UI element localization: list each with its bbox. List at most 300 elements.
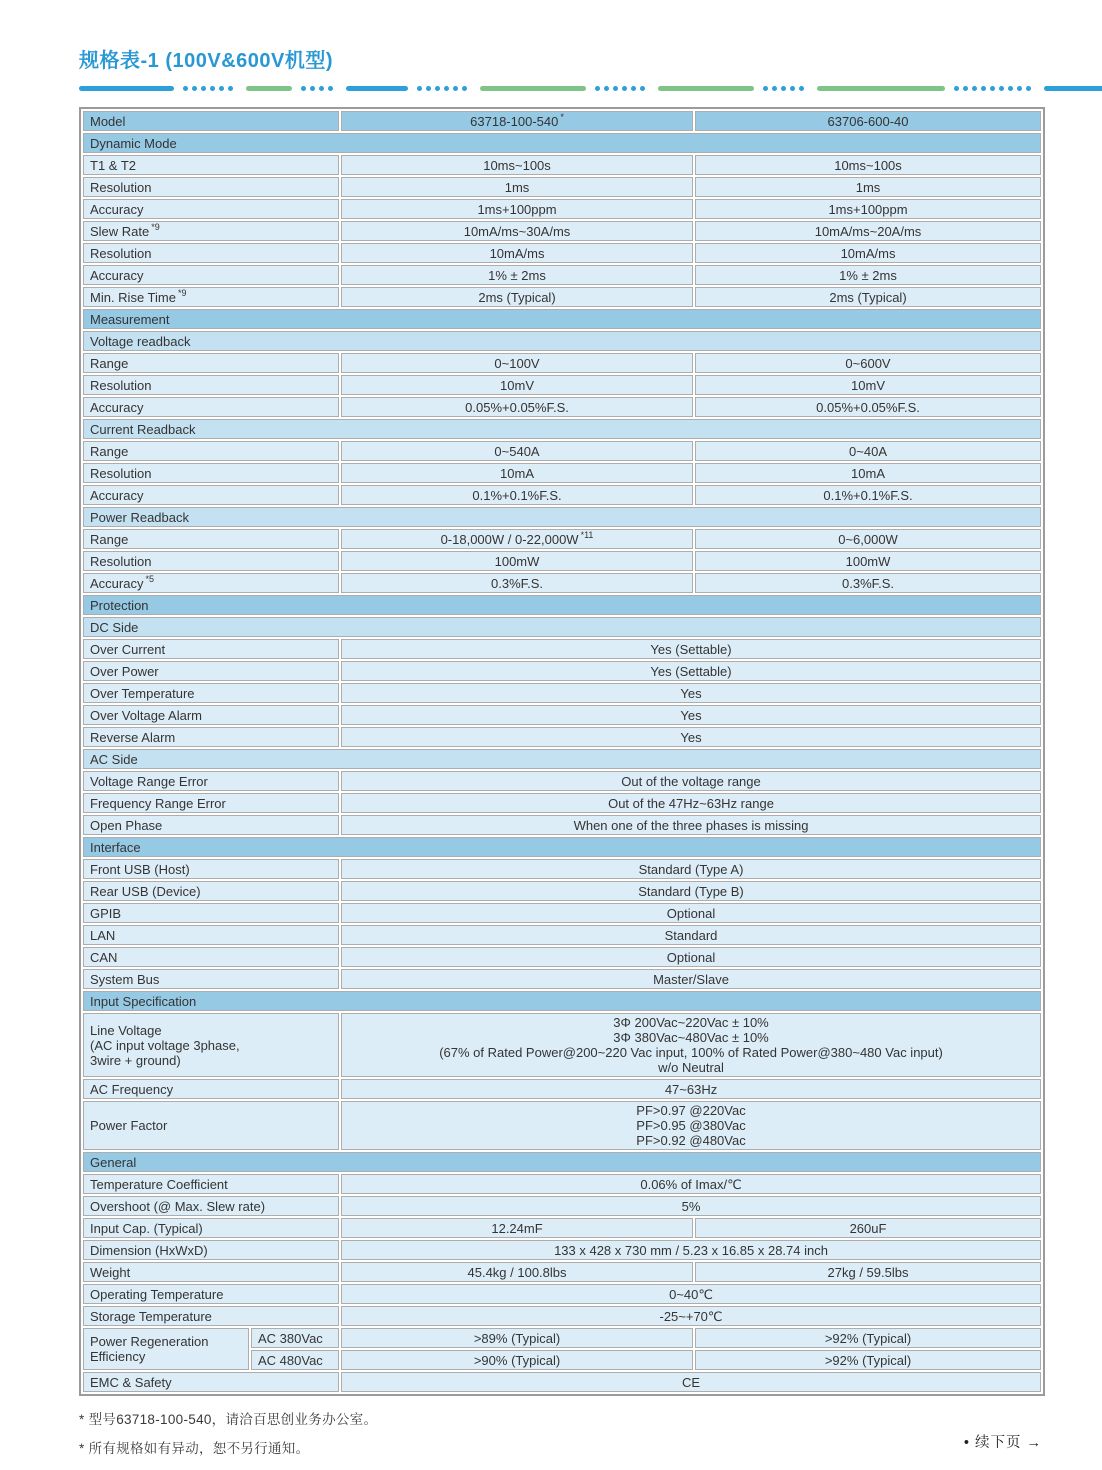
value-text: 0.3%F.S. [491,575,544,591]
value-line: (67% of Rated Power@200~220 Vac input, 100% of Rated Power@380~480 Vac input) [439,1045,943,1060]
table-row [83,859,1041,879]
value-model-1 [341,177,693,197]
footnote-2: * 所有规格如有异动，恕不另行通知。 [79,1441,310,1456]
value-text: 100mW [494,553,540,569]
table-row [83,837,1041,857]
table-row [83,177,1041,197]
divider-dash [817,86,945,91]
divider-dots [417,86,471,91]
value-shared [341,1284,1041,1304]
value-model-1 [341,287,693,307]
divider-dot [444,86,449,91]
row-label-line: Line Voltage [90,1022,162,1038]
subsection-label: DC Side [90,619,139,635]
row-label-text: Resolution [90,179,152,195]
row-label-text: Weight [90,1264,131,1280]
table-row [83,199,1041,219]
row-label [83,815,339,835]
value-text: Yes [680,729,702,745]
value-model-2 [695,441,1041,461]
footnote-mark: *9 [151,222,160,233]
value-text: 1ms [855,179,881,195]
value-model-2 [695,1262,1041,1282]
row-label-text: Operating Temperature [90,1286,224,1302]
value-text: 10mV [851,377,885,393]
row-label [83,793,339,813]
row-label [83,639,339,659]
row-label-text: Rear USB (Device) [90,883,201,899]
decorative-divider [79,85,1047,91]
value-model-2 [695,1350,1041,1370]
divider-dot [301,86,306,91]
value-text: 10ms~100s [834,157,902,173]
value-model-2 [695,529,1041,549]
spec-table [79,107,1045,1396]
divider-dash [346,86,408,91]
value-text: 0~40℃ [669,1286,713,1302]
table-row [83,639,1041,659]
value-text: 2ms (Typical) [478,289,556,305]
value-text: 10mA/ms~20A/ms [814,223,922,239]
row-label [83,177,339,197]
value-text: 10mV [500,377,534,393]
row-label [83,397,339,417]
table-header-row [83,111,1041,131]
row-label [83,859,339,879]
row-label [83,287,339,307]
value-shared [341,661,1041,681]
divider-dot [417,86,422,91]
row-label-line: 3wire + ground) [90,1052,181,1068]
value-text: 1% ± 2ms [839,267,897,283]
table-row [83,771,1041,791]
value-text: Yes [680,707,702,723]
table-row [83,353,1041,373]
row-label [83,947,339,967]
footnote-1: * 型号63718-100-540，请洽百思创业务办公室。 [79,1412,378,1427]
value-model-2 [695,397,1041,417]
value-text: Standard (Type A) [638,861,744,877]
value-shared [341,1174,1041,1194]
table-row [83,683,1041,703]
value-model-1 [341,155,693,175]
subsection-header [83,507,1041,527]
divider-dot [453,86,458,91]
row-label-text: Resolution [90,465,152,481]
value-text: 0.06% of Imax/℃ [640,1176,742,1192]
table-row [83,463,1041,483]
subsection-label: Current Readback [90,421,196,437]
table-row [83,595,1041,615]
divider-dots [183,86,237,91]
divider-dot [1017,86,1022,91]
footnote-mark: *9 [177,288,187,299]
table-row [83,815,1041,835]
value-line: PF>0.97 @220Vac [636,1103,746,1118]
value-model-1 [341,265,693,285]
value-text: 10mA [851,465,885,481]
table-row [83,287,1041,307]
sub-row-label [251,1350,339,1370]
row-label [83,771,339,791]
table-row [83,1306,1041,1326]
divider-dot [954,86,959,91]
row-label-text: Over Current [90,641,166,657]
value-text: Out of the voltage range [621,773,761,789]
divider-dots [301,86,337,91]
section-label: General [90,1154,137,1170]
row-label [83,1101,339,1150]
table-row [83,485,1041,505]
value-text: Optional [666,905,716,921]
value-text: Yes (Settable) [650,641,732,657]
value-text: 0.1%+0.1%F.S. [472,487,562,503]
row-label-text: Accuracy [90,201,144,217]
value-shared [341,881,1041,901]
value-text: 260uF [849,1220,887,1236]
value-text: 27kg / 59.5lbs [827,1264,909,1280]
row-label-text: Over Temperature [90,685,195,701]
value-text: 10mA/ms [840,245,896,261]
value-shared [341,683,1041,703]
divider-dot [228,86,233,91]
table-row [83,617,1041,637]
section-header [83,595,1041,615]
row-label [83,1372,339,1392]
value-text: Yes [680,685,702,701]
row-label-text: Accuracy [90,487,144,503]
divider-dots [954,86,1035,91]
value-text: >89% (Typical) [473,1330,561,1346]
divider-dot [790,86,795,91]
row-label-text: Accuracy [90,399,144,415]
value-text: >92% (Typical) [824,1352,912,1368]
table-row [83,881,1041,901]
value-text: 0~100V [494,355,540,371]
row-label-text: Resolution [90,245,152,261]
value-shared [341,1013,1041,1077]
value-model-2 [695,265,1041,285]
value-shared [341,1196,1041,1216]
table-row [83,419,1041,439]
value-model-1 [341,243,693,263]
table-row [83,1262,1041,1282]
value-text: Master/Slave [653,971,729,987]
table-row [83,1240,1041,1260]
value-shared [341,639,1041,659]
value-model-2 [695,221,1041,241]
value-model-1 [341,529,693,549]
row-label [83,1262,339,1282]
value-line: w/o Neutral [658,1060,724,1075]
divider-dot [1008,86,1013,91]
row-label [83,1079,339,1099]
divider-dot [426,86,431,91]
content-area [79,44,1047,1466]
row-label-text: Resolution [90,377,152,393]
model-number-1 [341,111,693,131]
divider-dot [183,86,188,91]
value-shared [341,1079,1041,1099]
value-text: 0~600V [845,355,891,371]
table-row [83,903,1041,923]
row-label [83,1328,249,1370]
table-row [83,1152,1041,1172]
table-row [83,397,1041,417]
value-model-1 [341,1218,693,1238]
row-label-text: Accuracy [90,267,144,283]
row-label-text: Range [90,355,129,371]
row-label-text: Dimension (HxWxD) [90,1242,208,1258]
table-row [83,441,1041,461]
divider-dash [480,86,586,91]
row-label [83,441,339,461]
row-label-text: Open Phase [90,817,163,833]
divider-dot [640,86,645,91]
divider-dot [613,86,618,91]
section-header [83,991,1041,1011]
value-shared [341,947,1041,967]
row-label-text: Slew Rate [90,223,150,239]
table-row [83,727,1041,747]
row-label [83,1306,339,1326]
row-label-text: Voltage Range Error [90,773,208,789]
table-row [83,243,1041,263]
table-row [83,551,1041,571]
table-row [83,1328,1041,1348]
divider-dots [595,86,649,91]
value-text: 10mA/ms~30A/ms [463,223,571,239]
value-model-2 [695,353,1041,373]
value-text: 0.1%+0.1%F.S. [823,487,913,503]
value-text: 45.4kg / 100.8lbs [467,1264,567,1280]
divider-dot [799,86,804,91]
value-model-1 [341,441,693,461]
value-text: 1ms+100ppm [828,201,908,217]
sub-label-text: AC 480Vac [258,1352,323,1368]
value-shared [341,771,1041,791]
subsection-header [83,749,1041,769]
value-model-2 [695,573,1041,593]
value-model-1 [341,221,693,241]
row-label-text: Range [90,443,129,459]
row-label-text: Over Voltage Alarm [90,707,202,723]
row-label-text: Frequency Range Error [90,795,226,811]
divider-dot [990,86,995,91]
row-label [83,485,339,505]
value-text: 1ms [504,179,530,195]
value-model-2 [695,155,1041,175]
value-model-2 [695,199,1041,219]
section-label: Interface [90,839,141,855]
row-label-text: EMC & Safety [90,1374,172,1390]
value-model-2 [695,243,1041,263]
divider-dot [604,86,609,91]
row-label-text: Reverse Alarm [90,729,176,745]
value-shared [341,1306,1041,1326]
model-header-label: Model [83,111,339,131]
row-label-text: Power Regeneration Efficiency [90,1334,209,1364]
divider-dash [79,86,174,91]
value-text: 47~63Hz [664,1081,718,1097]
value-model-1 [341,375,693,395]
value-model-2 [695,485,1041,505]
row-label-text: Resolution [90,553,152,569]
value-shared [341,903,1041,923]
row-label [83,243,339,263]
row-label [83,1284,339,1304]
table-row [83,1101,1041,1150]
row-label [83,375,339,395]
row-label-text: Over Power [90,663,159,679]
row-label [83,1240,339,1260]
divider-dot [435,86,440,91]
row-label [83,199,339,219]
subsection-label: Voltage readback [90,333,191,349]
row-label-text: Accuracy [90,575,144,591]
value-shared [341,969,1041,989]
row-label [83,353,339,373]
table-row [83,1196,1041,1216]
value-model-2 [695,551,1041,571]
table-row [83,309,1041,329]
value-shared [341,1372,1041,1392]
section-header [83,837,1041,857]
row-label [83,1013,339,1077]
table-row [83,507,1041,527]
table-row [83,925,1041,945]
divider-dot [192,86,197,91]
value-text: 0.3%F.S. [842,575,895,591]
value-text: Optional [666,949,716,965]
value-text: 100mW [845,553,891,569]
row-label [83,529,339,549]
subsection-header [83,419,1041,439]
section-header [83,1152,1041,1172]
divider-dot [772,86,777,91]
subsection-header [83,617,1041,637]
value-text: 133 x 428 x 730 mm / 5.23 x 16.85 x 28.74 inch [554,1242,828,1258]
value-text: 0~40A [849,443,887,459]
divider-dot [219,86,224,91]
value-model-2 [695,1328,1041,1348]
divider-dash [658,86,754,91]
arrow-right-icon: → [1026,1435,1042,1451]
value-text: 0.05%+0.05%F.S. [465,399,569,415]
row-label-text: Temperature Coefficient [90,1176,228,1192]
row-label [83,903,339,923]
row-label-text: Storage Temperature [90,1308,212,1324]
value-model-1 [341,1350,693,1370]
divider-dot [999,86,1004,91]
model-footnote-mark: * [560,112,564,123]
subsection-header [83,331,1041,351]
table-row [83,1174,1041,1194]
divider-dot [963,86,968,91]
row-label [83,969,339,989]
value-text: 1% ± 2ms [488,267,546,283]
table-row [83,1284,1041,1304]
divider-dot [319,86,324,91]
row-label [83,661,339,681]
value-model-2 [695,287,1041,307]
value-model-1 [341,1262,693,1282]
row-label [83,925,339,945]
row-label [83,573,339,593]
table-row [83,947,1041,967]
row-label [83,463,339,483]
value-shared [341,705,1041,725]
value-text: 10ms~100s [483,157,551,173]
value-model-1 [341,1328,693,1348]
value-text: >90% (Typical) [473,1352,561,1368]
divider-dot [210,86,215,91]
value-text: 1ms+100ppm [477,201,557,217]
value-text: 0.05%+0.05%F.S. [816,399,920,415]
value-model-1 [341,353,693,373]
divider-dot [1026,86,1031,91]
table-row [83,529,1041,549]
table-row [83,155,1041,175]
section-header [83,309,1041,329]
section-label: Protection [90,597,149,613]
divider-dash [246,86,292,91]
value-shared [341,727,1041,747]
value-text: Out of the 47Hz~63Hz range [608,795,774,811]
divider-dot [781,86,786,91]
table-row [83,749,1041,769]
row-label-text: Input Cap. (Typical) [90,1220,203,1236]
page-title: 规格表-1 (100V&600V机型) [79,50,334,72]
row-label-text: System Bus [90,971,160,987]
table-row [83,705,1041,725]
value-line: PF>0.95 @380Vac [636,1118,746,1133]
subsection-label: AC Side [90,751,138,767]
bullet-icon: • [963,1435,970,1451]
row-label [83,1218,339,1238]
table-row [83,375,1041,395]
table-row [83,133,1041,153]
value-shared [341,1240,1041,1260]
value-text: 0~540A [494,443,540,459]
table-row [83,331,1041,351]
row-label [83,221,339,241]
value-model-2 [695,177,1041,197]
row-label-text: T1 & T2 [90,157,137,173]
value-text: 12.24mF [491,1220,543,1236]
divider-dot [310,86,315,91]
value-model-1 [341,485,693,505]
row-label [83,551,339,571]
row-label-text: Range [90,531,129,547]
value-text: Yes (Settable) [650,663,732,679]
value-model-2 [695,1218,1041,1238]
value-shared [341,815,1041,835]
row-label-text: AC Frequency [90,1081,174,1097]
section-label: Measurement [90,311,170,327]
row-label-text: Overshoot (@ Max. Slew rate) [90,1198,266,1214]
continued-label: 续下页 [974,1435,1022,1451]
row-label-line: (AC input voltage 3phase, [90,1037,240,1053]
value-text: 0~6,000W [838,531,898,547]
value-shared [341,925,1041,945]
value-text: Standard (Type B) [638,883,744,899]
table-row [83,1372,1041,1392]
value-model-1 [341,199,693,219]
value-model-1 [341,397,693,417]
row-label-text: CAN [90,949,118,965]
sub-row-label [251,1328,339,1348]
